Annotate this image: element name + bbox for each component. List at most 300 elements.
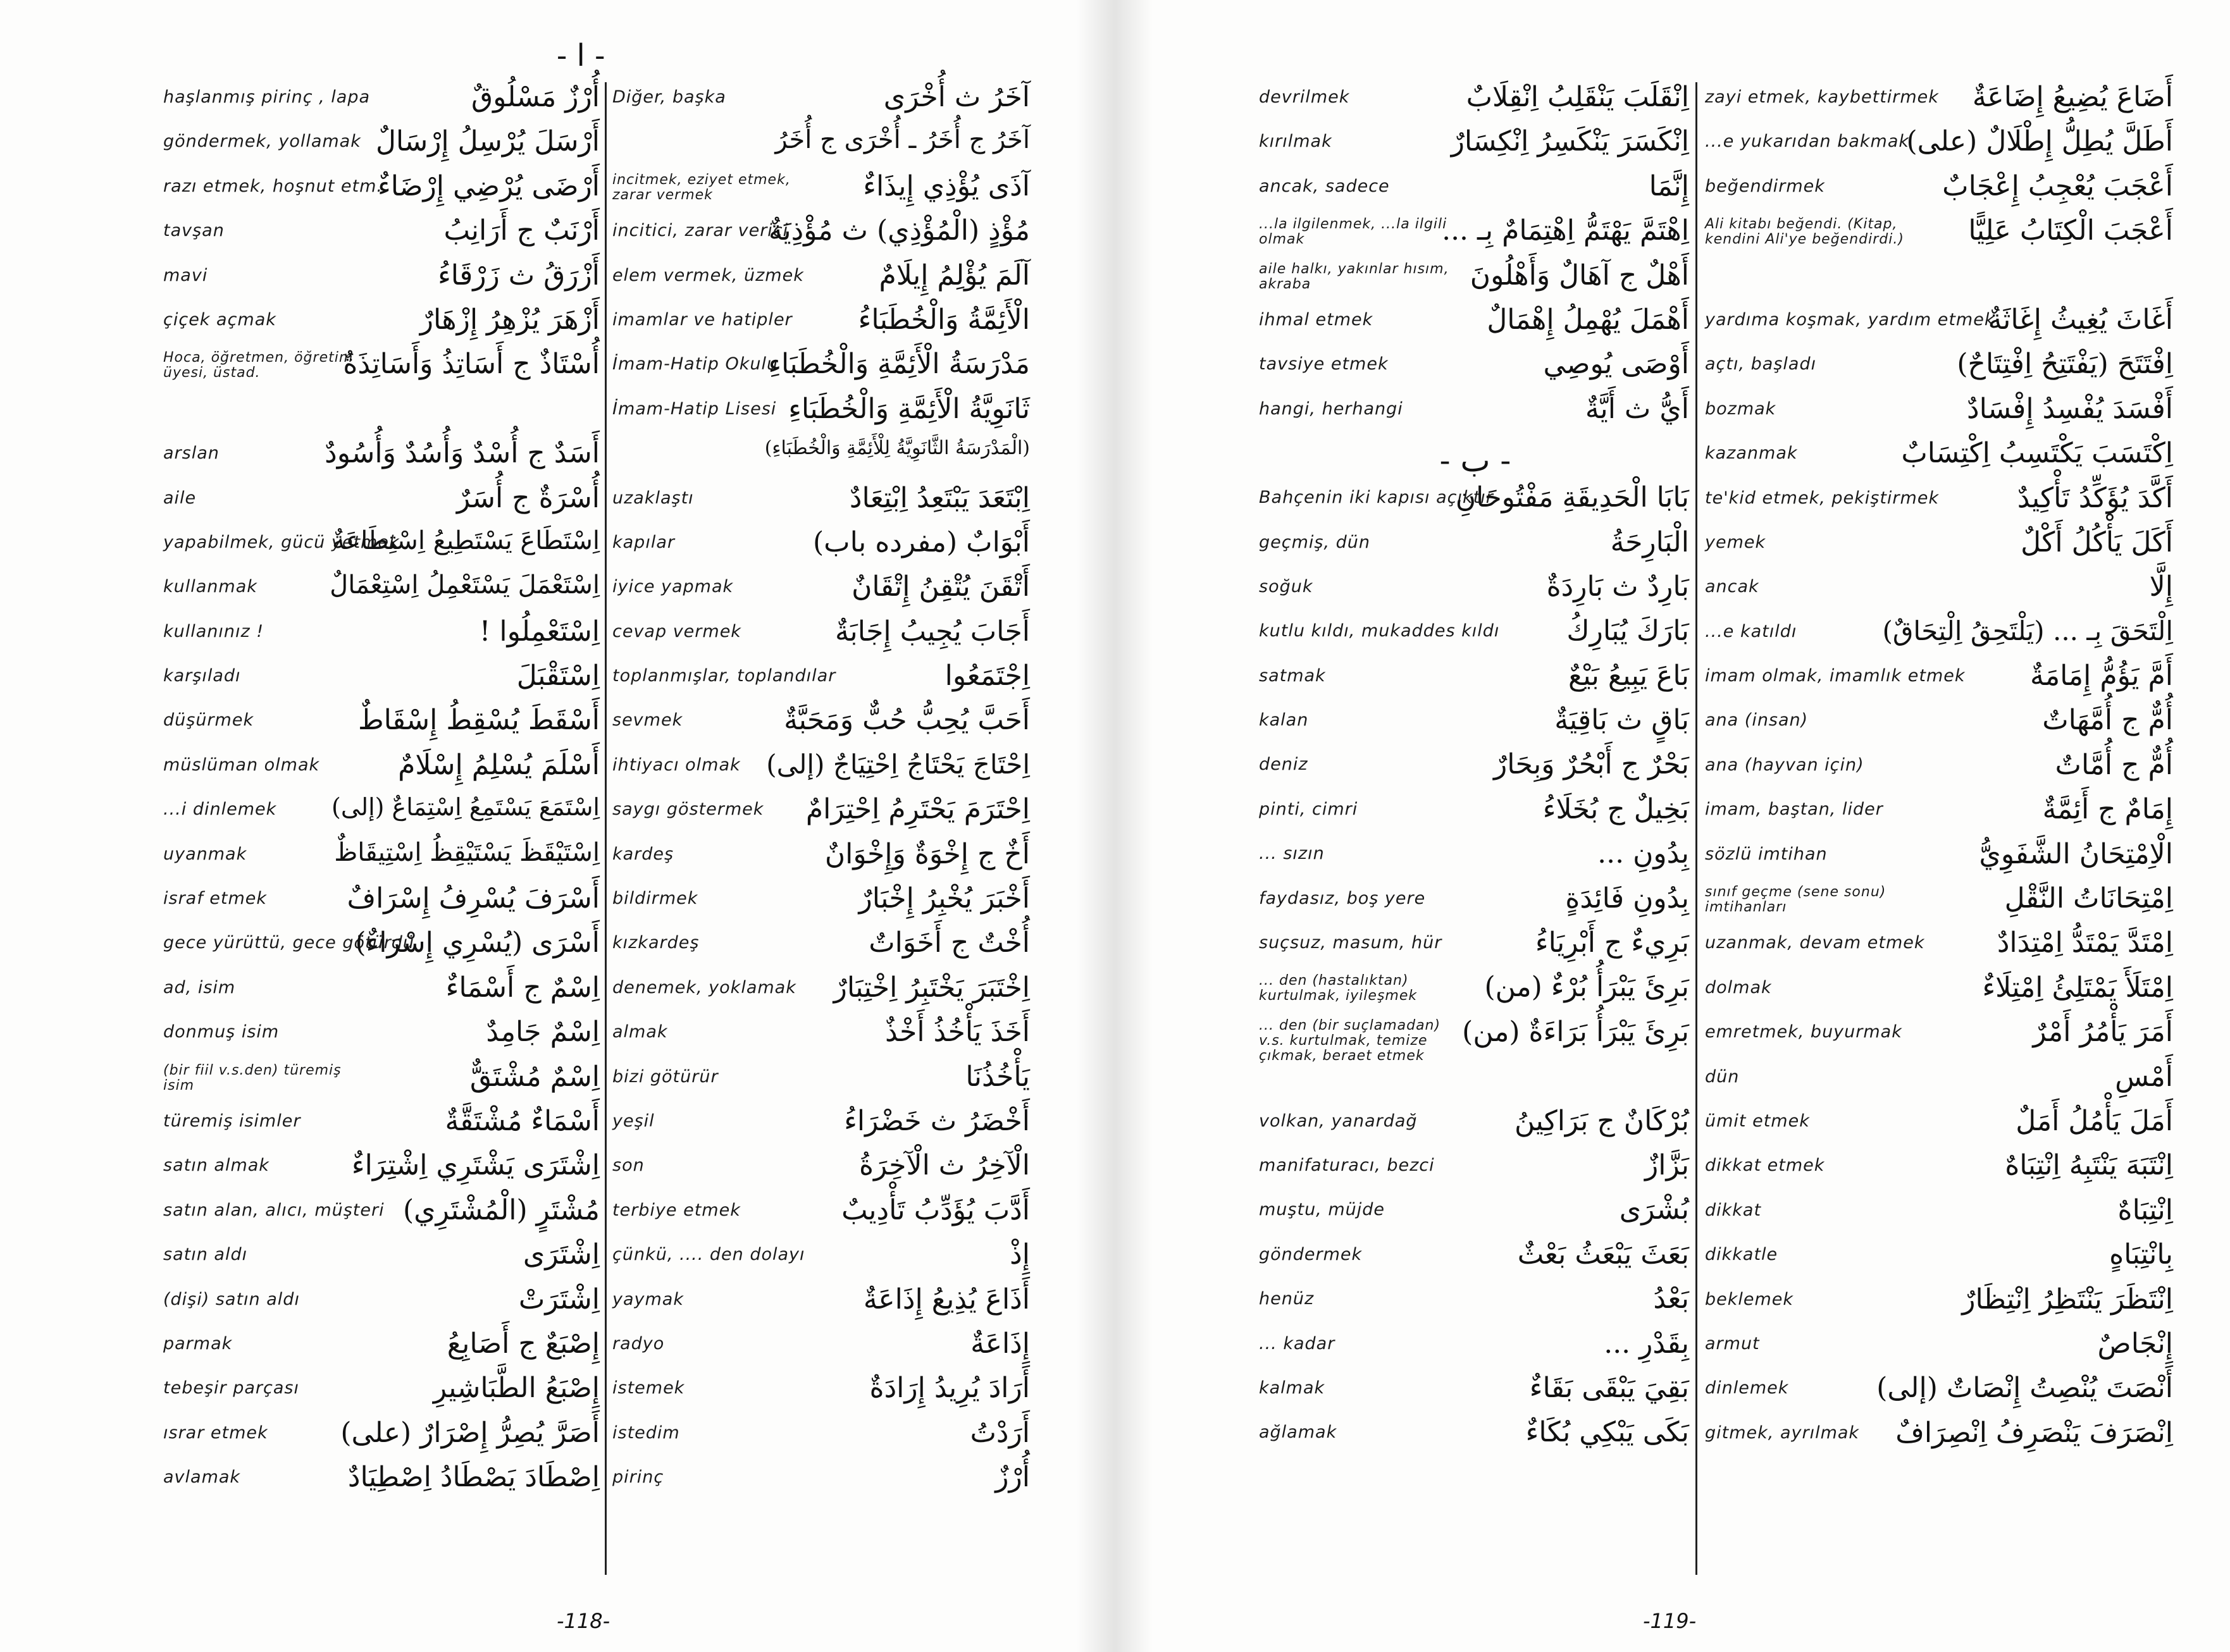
arabic-headword: أَخٌ ج إِخْوَةٌ وَإِخْوَانٌ [824,837,1030,870]
arabic-headword: اِمْتَدَّ يَمْتَدُّ اِمْتِدَادٌ [1997,927,2173,959]
arabic-headword: أَمَّ يَؤُمُّ إِمَامَةٌ [2029,660,2173,693]
dictionary-entry [607,1373,1038,1417]
arabic-headword: اِسْمٌ ج أَسْمَاءٌ [445,971,600,1004]
arabic-headword: اِبْتَعَدَ يَبْتَعِدُ اِبْتِعَادٌ [849,481,1030,514]
dictionary-entry [1254,705,1697,749]
turkish-translation: sevmek [612,710,683,730]
turkish-translation: volkan, yanardağ [1259,1111,1418,1131]
turkish-translation: Hoca, öğretmen, öğretim üyesi, üstad. [163,350,354,381]
dictionary-entry [158,572,607,616]
turkish-translation: armut [1705,1333,1760,1353]
dictionary-entry [1254,972,1697,1016]
arabic-headword: أَسَدٌ ج أُسْدٌ وَأُسُدٌ وَأُسُودٌ [325,437,600,470]
dictionary-entry [607,1106,1038,1150]
dictionary-entry [158,126,607,171]
turkish-translation: dinlemek [1705,1378,1789,1398]
dictionary-entry [607,1195,1038,1240]
arabic-headword: أَبْوَابٌ (مفرده باب) [813,526,1030,558]
dictionary-entry [1254,216,1697,260]
dictionary-entry [607,527,1038,572]
dictionary-entry [1700,126,2181,171]
section-letter-heading: - ب - [1439,442,1511,479]
arabic-headword: الْاِمْتِحَانُ الشَّفَوِيُّ [1979,837,2173,870]
turkish-translation: almak [612,1022,668,1042]
turkish-translation: arslan [163,443,220,464]
dictionary-entry [1700,438,2181,483]
arabic-headword: أَذَاعَ يُذِيعُ إِذَاعَةٌ [863,1283,1030,1316]
arabic-headword: اِنْقَلَبَ يَنْقَلِبُ اِنْقِلَابٌ [1466,81,1689,113]
arabic-headword: آذَى يُؤْذِي إِيذَاءٌ [863,170,1030,202]
arabic-headword: أَغَاثَ يُغِيثُ إِغَاثَةٌ [1988,303,2173,336]
turkish-translation: ağlamak [1259,1422,1337,1443]
dictionary-entry [1700,216,2181,260]
turkish-translation: dikkat [1705,1200,1762,1220]
turkish-translation: manifaturacı, bezci [1259,1155,1435,1175]
dictionary-entry [1254,305,1697,349]
dictionary-entry [1700,973,2181,1017]
turkish-translation: satmak [1259,665,1326,686]
turkish-translation: yaymak [612,1289,684,1309]
dictionary-entry [1700,527,2181,572]
arabic-headword: اِفْتَتَحَ (يَفْتَتِحُ اِفْتِتَاحٌ) [1957,348,2173,381]
turkish-translation: açtı, başladı [1705,354,1817,374]
dictionary-entry [607,928,1038,972]
turkish-translation: göndermek, yollamak [163,132,361,152]
turkish-translation: beklemek [1705,1289,1794,1309]
dictionary-entry [158,617,607,661]
arabic-headword: بَزَّازٌ [1645,1149,1689,1181]
dictionary-entry [607,1150,1038,1195]
dictionary-entry [1254,572,1697,616]
gutter-shadow [1077,0,1115,1652]
arabic-headword: أُمٌّ ج أُمَّاتٌ [2055,748,2173,781]
turkish-translation: dikkat etmek [1705,1156,1825,1176]
dictionary-entry [1700,884,2181,928]
arabic-headword: بَاعَ يَبِيعُ بَيْعٌ [1568,659,1689,692]
arabic-headword: آخَرُ ج أُخَرُ ـ أُخْرَى ج أُخَرُ [775,125,1030,155]
dictionary-entry [1700,261,2181,305]
arabic-headword: اِنْصَرَفَ يَنْصَرِفُ اِنْصِرَافٌ [1895,1416,2173,1449]
right-page-column-1 [1254,82,1697,1575]
arabic-headword: اِسْتَيْقَظَ يَسْتَيْقِظُ اِسْتِيقَاظٌ [334,837,600,867]
arabic-headword: أَجَابَ يُجِيبُ إِجَابَةٌ [834,615,1030,648]
turkish-translation: ısrar etmek [163,1422,268,1443]
turkish-translation: dikkatle [1705,1245,1778,1265]
arabic-headword: بَابَا الْحَدِيقَةِ مَفْتُوحَانِ [1455,481,1689,514]
dictionary-entry [1700,1195,2181,1240]
turkish-translation: Diğer, başka [612,87,726,107]
dictionary-entry [158,216,607,260]
turkish-translation: kazanmak [1705,443,1798,464]
arabic-headword: أَعْجَبَ الْكِتَابُ عَلِيًّا [1968,214,2173,247]
dictionary-entry [607,1285,1038,1329]
dictionary-entry [1254,749,1697,794]
turkish-translation: henüz [1259,1289,1315,1309]
arabic-headword: آخَرُ ث أُخْرَى [883,81,1030,113]
turkish-translation: ... kadar [1259,1333,1335,1353]
dictionary-entry [1700,661,2181,705]
arabic-headword: اِمْتَلَأَ يَمْتَلِئُ اِمْتِلَاءٌ [1982,971,2173,1004]
turkish-translation: haşlanmış pirinç , lapa [163,87,371,107]
turkish-translation: faydasız, boş yere [1259,888,1426,908]
dictionary-entry [158,1150,607,1195]
left-page-column-1 [158,82,607,1575]
arabic-headword: بَحْرٌ ج أَبْحُرٌ وَبِحَارٌ [1494,748,1689,781]
dictionary-entry [1700,1150,2181,1195]
dictionary-entry [607,1062,1038,1106]
arabic-headword: اِجْتَمَعُوا [945,660,1030,693]
turkish-translation: razı etmek, hoşnut etm. [163,176,383,196]
turkish-translation: mavi [163,265,208,285]
turkish-translation: denemek, yoklamak [612,977,796,997]
turkish-translation: kalan [1259,710,1309,730]
dictionary-entry [607,261,1038,305]
arabic-headword: اِنْكَسَرَ يَنْكَسِرُ اِنْكِسَارٌ [1451,125,1689,158]
arabic-headword: أَضَاعَ يُضِيعُ إِضَاعَةٌ [1972,81,2173,113]
dictionary-entry [158,839,607,884]
turkish-translation: bozmak [1705,398,1776,419]
turkish-translation: yemek [1705,532,1766,552]
arabic-headword: أُسْتَاذٌ ج أَسَاتِذُ وَأَسَاتِذَةٌ [343,348,600,381]
turkish-translation: ... sızın [1259,844,1325,864]
dictionary-entry [158,884,607,928]
dictionary-entry [607,794,1038,839]
turkish-translation: beğendirmek [1705,176,1825,196]
arabic-headword: اِلْتَحَقَ بِـ ... (يَلْتَحِقُ اِلْتِحَاقٌ) [1882,615,2173,646]
arabic-headword: بُشْرَى [1619,1193,1689,1226]
arabic-headword: أَصَرَّ يُصِرُّ إِصْرَارٌ (على) [340,1416,600,1449]
dictionary-entry [1700,1017,2181,1061]
right-page [1115,0,2230,1652]
turkish-translation: ancak [1705,577,1759,597]
arabic-headword: ثَانَوِيَّةُ الْأَئِمَّةِ وَالْخُطَبَاءِ [788,392,1030,425]
turkish-translation: pinti, cimri [1259,799,1358,819]
turkish-translation: satın almak [163,1156,269,1176]
arabic-headword: أَتْقَنَ يُتْقِنُ إِتْقَانٌ [852,570,1030,603]
arabic-headword: بَرِيءٌ ج أَبْرِيَاءُ [1535,927,1689,959]
arabic-headword: يَأْخُذُنَا [965,1060,1030,1093]
dictionary-entry [158,349,607,393]
turkish-translation: geçmiş, dün [1259,532,1370,552]
dictionary-entry [1254,1240,1697,1284]
arabic-headword: بَعَثَ يَبْعَثُ بَعْثٌ [1517,1238,1689,1271]
arabic-headword: اِشْتَرَى [523,1238,600,1271]
arabic-headword: مُشْتَرٍ (الْمُشْتَرِي) [402,1193,600,1226]
turkish-translation: sınıf geçme (sene sonu) imtihanları [1705,884,1886,916]
dictionary-entry [607,973,1038,1017]
arabic-headword: (الْمَدْرَسَةُ الثَّانَوِيَّةُ لِلْأَئِمَّةِ وَالْخُطَبَاءِ) [764,437,1030,460]
arabic-headword: أَزْهَرَ يُزْهِرُ إِزْهَارٌ [419,303,600,336]
turkish-translation: bizi götürür [612,1066,719,1087]
dictionary-entry [607,171,1038,216]
dictionary-entry [158,705,607,749]
arabic-headword: أَفْسَدَ يُفْسِدُ إِفْسَادٌ [1967,392,2173,425]
turkish-translation: karşıladı [163,666,241,686]
dictionary-entry [1254,483,1697,527]
arabic-headword: أَرَادَ يُرِيدُ إِرَادَةٌ [869,1372,1030,1405]
arabic-headword: إِمَامٌ ج أَئِمَّةٌ [2042,793,2173,826]
turkish-translation: elem vermek, üzmek [612,265,804,285]
arabic-headword: أَدَّبَ يُؤَدِّبُ تَأْدِيبٌ [841,1193,1030,1226]
turkish-translation: suçsuz, masum, hür [1259,933,1442,953]
dictionary-entry [1254,1061,1697,1106]
dictionary-entry [158,1240,607,1284]
arabic-headword: اِصْطَادَ يَصْطَادُ اِصْطِيَادٌ [347,1461,600,1494]
dictionary-entry [158,82,607,126]
dictionary-entry [607,1462,1038,1507]
dictionary-entry [1700,750,2181,794]
dictionary-entry [158,1462,607,1507]
turkish-translation: te'kid etmek, pekiştirmek [1705,488,1940,508]
dictionary-entry [1700,1106,2181,1150]
dictionary-entry [1254,839,1697,883]
turkish-translation: uzanmak, devam etmek [1705,933,1925,953]
dictionary-entry [1700,171,2181,216]
turkish-translation: ...e yukarıdan bakmak [1705,132,1909,152]
turkish-translation: incitmek, eziyet etmek, zarar vermek [612,171,791,203]
turkish-translation: satın aldı [163,1245,248,1265]
turkish-translation: incitici, zarar verici [612,221,789,241]
dictionary-entry [607,216,1038,260]
arabic-headword: أَرَدْتُ [970,1416,1030,1449]
turkish-translation: soğuk [1259,576,1313,596]
turkish-translation: uyanmak [163,844,247,864]
turkish-translation: muştu, müjde [1259,1200,1385,1220]
arabic-headword: إِصْبَعُ الطَّبَاشِيرِ [433,1372,600,1405]
turkish-translation: israf etmek [163,889,268,909]
arabic-headword: بَرِئَ يَبْرَأُ بَرَاءَةٌ (من) [1462,1015,1689,1048]
page-number: -119- [1643,1609,1697,1633]
dictionary-entry [158,661,607,705]
arabic-headword: اِخْتَبَرَ يَخْتَبِرُ اِخْتِبَارٌ [833,971,1030,1004]
arabic-headword: أَهْمَلَ يُهْمِلُ إِهْمَالٌ [1487,303,1689,336]
arabic-headword: اِشْتَرَتْ [518,1283,600,1316]
dictionary-entry [1254,394,1697,438]
arabic-headword: أَنْصَتَ يُنْصِتُ إِنْصَاتٌ (إلى) [1876,1372,2173,1405]
arabic-headword: أَعْجَبَ يُعْجِبُ إِعْجَابٌ [1942,170,2173,202]
dictionary-entry [1254,527,1697,572]
arabic-headword: أَمْسِ [2115,1060,2173,1093]
arabic-headword: اِحْتَاجَ يَحْتَاجُ اِحْتِيَاجٌ (إلى) [766,748,1030,780]
dictionary-entry [1254,1329,1697,1373]
turkish-translation: kapılar [612,532,675,552]
turkish-translation: ancak, sadece [1259,176,1390,196]
dictionary-entry [158,1062,607,1106]
dictionary-entry [1700,928,2181,972]
turkish-translation: yapabilmek, gücü yetmek [163,532,400,552]
turkish-translation: son [612,1156,645,1176]
dictionary-entry [1254,171,1697,216]
arabic-headword: بِدُونِ فَائِدَةٍ [1565,882,1689,915]
arabic-headword: أَيُّ ث أَيَّةٌ [1585,392,1689,425]
dictionary-entry [1254,1106,1697,1150]
turkish-translation: İmam-Hatip Okulu [612,354,779,374]
dictionary-entry [607,1329,1038,1373]
dictionary-entry [158,483,607,527]
turkish-translation: göndermek [1259,1244,1363,1264]
arabic-headword: اِنْتِبَاهٌ [2117,1193,2173,1226]
dictionary-entry [1700,839,2181,884]
turkish-translation: donmuş isim [163,1022,280,1042]
dictionary-entry [158,171,607,216]
dictionary-entry [158,438,607,483]
arabic-headword: إِذْ [1010,1238,1030,1271]
turkish-translation: emretmek, buyurmak [1705,1022,1902,1042]
arabic-headword: أُرْزٌ مَسْلُوقٌ [471,81,600,113]
dictionary-entry [607,1240,1038,1284]
dictionary-entry [158,928,607,972]
page-header-letter: - ا - [557,38,605,73]
arabic-headword: الْأَئِمَّةُ وَالْخُطَبَاءُ [858,303,1030,336]
turkish-translation: ana (hayvan için) [1705,755,1864,775]
dictionary-entry [607,1017,1038,1061]
arabic-headword: اِشْتَرَى يَشْتَرِي اِشْتِرَاءٌ [351,1149,600,1182]
dictionary-entry [607,394,1038,438]
turkish-translation: pirinç [612,1467,664,1488]
dictionary-entry [607,839,1038,884]
arabic-headword: أَكَّدَ يُؤَكِّدُ تَأْكِيدٌ [2017,481,2173,514]
arabic-headword: بِقَدْرِ ... [1604,1327,1689,1360]
dictionary-entry [1700,705,2181,749]
turkish-translation: yeşil [612,1111,655,1131]
dictionary-entry [1254,884,1697,928]
turkish-translation: parmak [163,1333,233,1353]
turkish-translation: aile halkı, yakınlar hısım, akraba [1259,261,1449,292]
turkish-translation: imam olmak, imamlık etmek [1705,666,1966,686]
dictionary-entry [1700,1240,2181,1284]
arabic-headword: بُرْكَانٌ ج بَرَاكِينُ [1514,1104,1689,1137]
dictionary-entry [1700,572,2181,616]
turkish-translation: gece yürüttü, gece götürdü [163,933,415,953]
turkish-translation: kutlu kıldı, mukaddes kıldı [1259,621,1500,641]
arabic-headword: اِنْتَبَهَ يَنْتَبِهُ اِنْتِبَاهٌ [2005,1149,2173,1182]
left-page-column-2 [607,82,1038,1575]
turkish-translation: ad, isim [163,977,236,997]
arabic-headword: الْآخِرُ ث الْآخِرَةُ [858,1149,1030,1182]
arabic-headword: أَسْلَمَ يُسْلِمُ إِسْلَامٌ [398,748,600,781]
turkish-translation: çünkü, .... den dolayı [612,1245,805,1265]
page-number: -118- [557,1609,610,1633]
dictionary-entry [607,438,1038,483]
turkish-translation: kırılmak [1259,132,1332,152]
turkish-translation: tavşan [163,221,225,241]
dictionary-entry [607,349,1038,393]
arabic-headword: أَكَلَ يَأْكُلُ أَكْلٌ [2021,526,2173,558]
dictionary-entry [1254,661,1697,705]
arabic-headword: أَزْرَقُ ث زَرْقَاءُ [438,259,600,292]
dictionary-entry [158,1017,607,1061]
turkish-translation: saygı göstermek [612,799,764,820]
dictionary-entry [158,261,607,305]
dictionary-entry [158,1285,607,1329]
turkish-translation: uzaklaştı [612,488,694,508]
arabic-headword: إِذَاعَةٌ [970,1327,1030,1360]
dictionary-entry [158,794,607,839]
dictionary-entry [1700,1373,2181,1417]
turkish-translation: istedim [612,1422,680,1443]
arabic-headword: اِسْتَعْمَلَ يَسْتَعْمِلُ اِسْتِعْمَالٌ [330,570,600,600]
dictionary-entry [158,1418,607,1462]
arabic-headword: الْبَارِحَةُ [1610,526,1689,558]
turkish-translation: ... den (bir suçlamadan) v.s. kurtulmak, temize çıkmak, beraet etmek [1259,1017,1441,1064]
arabic-headword: إِنَّمَا [1649,170,1689,202]
arabic-headword: اِسْتَقْبَلَ [516,660,600,693]
dictionary-entry [607,572,1038,616]
dictionary-entry [1254,349,1697,393]
arabic-headword: بَرِئَ يَبْرَأُ بُرْءٌ (من) [1484,971,1689,1004]
turkish-translation: imam, baştan, lider [1705,799,1883,820]
turkish-translation: ihtiyacı olmak [612,755,741,775]
dictionary-entry [158,305,607,349]
turkish-translation: zayi etmek, kaybettirmek [1705,87,1939,107]
turkish-translation: ...e katıldı [1705,621,1797,641]
dictionary-entry [1700,483,2181,527]
arabic-headword: أَسْقَطَ يُسْقِطُ إِسْقَاطٌ [357,704,600,737]
dictionary-entry [1254,1284,1697,1328]
dictionary-entry [607,483,1038,527]
gutter-shadow [1115,0,1153,1652]
dictionary-entry [158,1195,607,1240]
dictionary-entry [1254,1150,1697,1195]
turkish-translation: dün [1705,1066,1740,1087]
arabic-headword: اِمْتِحَانَاتُ النَّقْلِ [2004,882,2173,915]
dictionary-entry [158,527,607,572]
dictionary-entry [607,126,1038,171]
turkish-translation: düşürmek [163,710,254,730]
arabic-headword: أُمٌّ ج أُمَّهَاتٌ [2042,704,2173,737]
dictionary-entry [1254,1195,1697,1239]
turkish-translation: hangi, herhangi [1259,398,1403,419]
turkish-translation: Ali kitabı beğendi. (Kitap, kendini Ali'ye beğendirdi.) [1705,216,1904,248]
arabic-headword: أَخْبَرَ يُخْبِرُ إِخْبَارٌ [858,882,1030,915]
dictionary-entry [607,661,1038,705]
arabic-headword: أَطَلَّ يُطِلُّ إِطْلَالٌ (على) [1906,125,2173,158]
arabic-headword: بَقِيَ يَبْقَى بَقَاءٌ [1529,1371,1689,1404]
turkish-translation: cevap vermek [612,621,741,641]
turkish-translation: avlamak [163,1467,241,1488]
arabic-headword: اِحْتَرَمَ يَحْتَرِمُ اِحْتِرَامٌ [805,793,1030,826]
dictionary-entry [1254,126,1697,171]
dictionary-entry [1700,82,2181,126]
arabic-headword: اِسْمٌ جَامِدٌ [486,1016,600,1049]
turkish-translation: ihmal etmek [1259,309,1373,330]
dictionary-entry [1700,1418,2181,1462]
dictionary-entry [607,617,1038,661]
dictionary-entry [1700,1062,2181,1106]
arabic-headword: اِسْتَعْمِلُوا ! [479,615,600,648]
turkish-translation: ana (insan) [1705,710,1809,730]
arabic-headword: أَرْنَبٌ ج أَرَانِبُ [443,214,600,247]
turkish-translation: ...i dinlemek [163,799,277,820]
arabic-headword: إِلَّا [2149,570,2173,603]
dictionary-entry [158,1106,607,1150]
turkish-translation: gitmek, ayrılmak [1705,1422,1860,1443]
turkish-translation: müslüman olmak [163,755,320,775]
turkish-translation: aile [163,488,197,508]
turkish-translation: yardıma koşmak, yardım etmek [1705,309,1995,330]
dictionary-entry [1700,349,2181,393]
dictionary-entry [607,750,1038,794]
arabic-headword: بَاقٍ ث بَاقِيَةٌ [1554,704,1689,737]
turkish-translation: ...la ilgilenmek, ...la ilgili olmak [1259,216,1447,248]
turkish-translation: kardeş [612,844,674,864]
turkish-translation: imamlar ve hatipler [612,309,793,330]
arabic-headword: بِانْتِبَاهٍ [2109,1238,2173,1271]
arabic-headword: اِسْتَطَاعَ يَسْتَطِيعُ اِسْتِطَاعَةٌ [331,526,600,555]
turkish-translation: Bahçenin iki kapısı açıktır. [1259,488,1498,508]
dictionary-entry [1700,394,2181,438]
turkish-translation: toplanmışlar, toplandılar [612,666,836,686]
